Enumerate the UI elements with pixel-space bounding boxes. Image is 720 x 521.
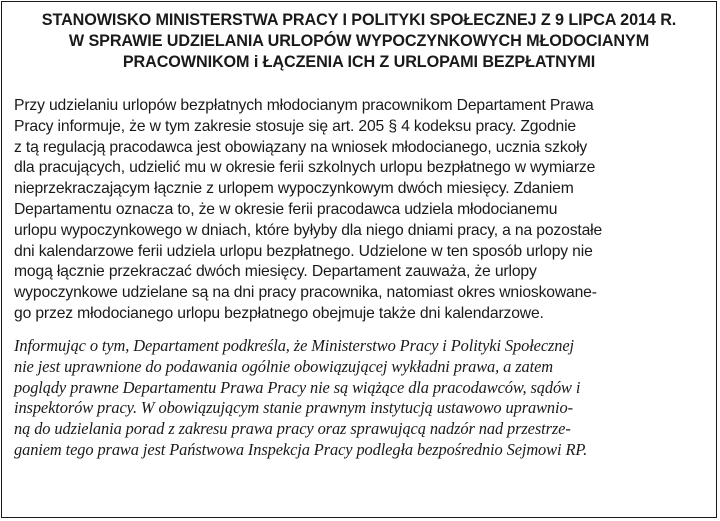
body-line: dla pracujących, udzielić mu w okresie ferii szkolnych urlopu bezpłatnego w wymiarze xyxy=(14,159,596,177)
statement-body xyxy=(2,96,716,325)
title-line: STANOWISKO MINISTERSTWA PRACY I POLITYKI SPOŁECZNEJ Z 9 LIPCA 2014 R. xyxy=(41,11,677,29)
note-line: inspektorów pracy. W obowiązującym stanie prawnym instytucją ustawowo uprawnio- xyxy=(14,398,573,418)
title-line: W SPRAWIE UDZIELANIA URLOPÓW WYPOCZYNKOWYCH MŁODOCIANYM xyxy=(68,32,650,50)
note-line: ną do udzielania porad z zakresu prawa pracy oraz sprawującą nadzór nad przestrze- xyxy=(14,419,571,439)
body-line: go przez młodocianego urlopu bezpłatnego obejmuje także dni kalendarzowe. xyxy=(14,304,544,322)
body-line: Departamentu oznacza to, że w okresie ferii pracodawca udziela młodocianemu xyxy=(14,200,558,218)
body-line: mogą łącznie przekraczać dwóch miesięcy. Departament zauważa, że urlopy xyxy=(14,263,537,281)
statement-title xyxy=(14,10,704,73)
title-line: PRACOWNIKOM i ŁĄCZENIA ICH Z URLOPAMI BEZPŁATNYMI xyxy=(122,53,596,71)
disclaimer-note xyxy=(2,336,716,461)
body-line: urlopu wypoczynkowego w dniach, które byłyby dla niego dniami pracy, a na pozostałe xyxy=(14,221,603,239)
body-line: z tą regulacją pracodawca jest obowiązany na wniosek młodocianego, ucznia szkoły xyxy=(14,138,588,156)
statement-box xyxy=(1,1,717,518)
body-line: Przy udzielaniu urlopów bezpłatnych młodocianym pracownikom Departament Prawa xyxy=(14,97,594,114)
body-line: wypoczynkowe udzielane są na dni pracy pracownika, natomiast okres wnioskowane- xyxy=(14,284,597,302)
body-line: nieprzekraczającym łącznie z urlopem wypoczynkowym dwóch miesięcy. Zdaniem xyxy=(14,180,574,198)
note-line: nie jest uprawnione do podawania ogólnie obowiązującej wykładni prawa, a zatem xyxy=(14,356,553,376)
note-line: ganiem tego prawa jest Państwowa Inspekcja Pracy podległa bezpośrednio Sejmowi RP. xyxy=(14,440,588,460)
body-line: Pracy informuje, że w tym zakresie stosuje się art. 205 § 4 kodeksu pracy. Zgodnie xyxy=(14,117,577,135)
note-line: poglądy prawne Departamentu Prawa Pracy nie są wiążące dla pracodawców, sądów i xyxy=(14,377,581,397)
note-line: Informując o tym, Departament podkreśla, że Ministerstwo Pracy i Polityki Społecznej xyxy=(14,335,575,355)
body-line: dni kalendarzowe ferii udziela urlopu bezpłatnego. Udzielone w ten sposób urlopy nie xyxy=(14,242,593,260)
